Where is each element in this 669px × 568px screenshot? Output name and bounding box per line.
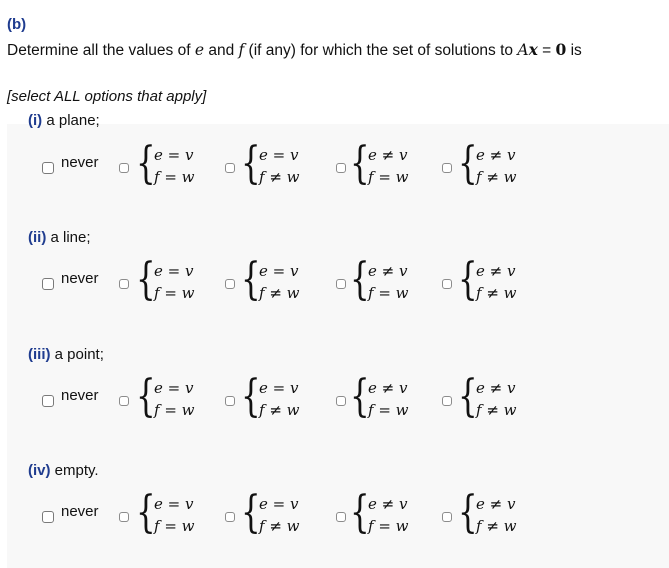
equation-row-2: f = w [368, 401, 409, 419]
equation-row-1: e ≠ v [368, 495, 408, 513]
question-middle: (if any) for which the set of solutions to [244, 42, 518, 59]
equation-row-2: f ≠ w [259, 517, 300, 535]
equation-row-1: e = v [154, 262, 194, 280]
subquestion-plane [28, 112, 100, 129]
plane-option3-checkbox[interactable] [336, 163, 346, 173]
line-option1-checkbox[interactable] [119, 279, 129, 289]
equation-row-2: f ≠ w [476, 284, 517, 302]
subquestion-text: a point; [50, 346, 104, 363]
matrix-a: A [517, 41, 529, 59]
equation-row-2: f = w [154, 284, 195, 302]
equation-row-1: e ≠ v [368, 146, 408, 164]
brace: { [458, 371, 478, 422]
line-option2-checkbox[interactable] [225, 279, 235, 289]
equation-row-1: e = v [259, 379, 299, 397]
empty-never-checkbox[interactable] [42, 511, 54, 523]
brace: { [136, 487, 156, 538]
brace: { [458, 138, 478, 189]
subquestion-point [28, 346, 104, 363]
empty-option4-checkbox[interactable] [442, 512, 452, 522]
brace: { [241, 138, 261, 189]
point-option4-checkbox[interactable] [442, 396, 452, 406]
empty-option1-checkbox[interactable] [119, 512, 129, 522]
equation-row-2: f ≠ w [259, 284, 300, 302]
zero-vector: 0 [555, 40, 567, 59]
point-never-label: never [61, 387, 99, 404]
brace: { [136, 254, 156, 305]
subquestion-text: a plane; [42, 112, 100, 129]
line-option3-checkbox[interactable] [336, 279, 346, 289]
point-option2-checkbox[interactable] [225, 396, 235, 406]
equation-row-2: f = w [368, 168, 409, 186]
plane-never-label: never [61, 154, 99, 171]
equation-row-1: e = v [259, 495, 299, 513]
equation-row-1: e ≠ v [476, 262, 516, 280]
brace: { [350, 487, 370, 538]
brace: { [136, 371, 156, 422]
subquestion-empty [28, 462, 99, 479]
equation-row-2: f = w [154, 401, 195, 419]
question-prefix: Determine all the values of [7, 42, 195, 59]
equation-row-2: f ≠ w [476, 168, 517, 186]
plane-option2-checkbox[interactable] [225, 163, 235, 173]
subquestion-number: (i) [28, 112, 43, 129]
equation-row-1: e = v [154, 146, 194, 164]
brace: { [458, 254, 478, 305]
instruction: [select ALL options that apply] [7, 88, 207, 105]
equation-row-1: e = v [154, 379, 194, 397]
vector-x: x [528, 40, 538, 59]
question-and: and [204, 42, 239, 59]
empty-option3-checkbox[interactable] [336, 512, 346, 522]
equation-row-2: f ≠ w [476, 401, 517, 419]
equation-row-1: e ≠ v [476, 495, 516, 513]
subquestion-line [28, 229, 91, 246]
plane-option4-checkbox[interactable] [442, 163, 452, 173]
equals-sign: = [537, 42, 556, 59]
subquestion-number: (ii) [28, 229, 47, 246]
line-never-checkbox[interactable] [42, 278, 54, 290]
brace: { [350, 254, 370, 305]
brace: { [350, 138, 370, 189]
brace: { [241, 371, 261, 422]
plane-option1-checkbox[interactable] [119, 163, 129, 173]
line-option4-checkbox[interactable] [442, 279, 452, 289]
question-suffix: is [566, 42, 582, 59]
brace: { [458, 487, 478, 538]
line-never-label: never [61, 270, 99, 287]
subquestion-text: empty. [50, 462, 99, 479]
equation-row-2: f = w [368, 284, 409, 302]
var-f: f [238, 41, 245, 59]
part-label: (b) [7, 16, 27, 33]
brace: { [241, 254, 261, 305]
options-panel [7, 124, 669, 568]
point-option3-checkbox[interactable] [336, 396, 346, 406]
subquestion-text: a line; [46, 229, 91, 246]
brace: { [136, 138, 156, 189]
equation-row-1: e = v [259, 262, 299, 280]
equation-row-2: f ≠ w [476, 517, 517, 535]
equation-row-1: e ≠ v [368, 379, 408, 397]
subquestion-number: (iv) [28, 462, 51, 479]
brace: { [350, 371, 370, 422]
equation-row-1: e = v [154, 495, 194, 513]
var-e: e [194, 41, 205, 59]
empty-option2-checkbox[interactable] [225, 512, 235, 522]
equation-row-1: e ≠ v [368, 262, 408, 280]
equation-row-1: e ≠ v [476, 146, 516, 164]
subquestion-number: (iii) [28, 346, 51, 363]
point-option1-checkbox[interactable] [119, 396, 129, 406]
empty-never-label: never [61, 503, 99, 520]
equation-row-2: f ≠ w [259, 401, 300, 419]
brace: { [241, 487, 261, 538]
equation-row-2: f = w [154, 517, 195, 535]
equation-row-2: f ≠ w [259, 168, 300, 186]
equation-row-1: e = v [259, 146, 299, 164]
equation-row-2: f = w [154, 168, 195, 186]
question-text [7, 40, 582, 60]
equation-row-1: e ≠ v [476, 379, 516, 397]
equation-row-2: f = w [368, 517, 409, 535]
plane-never-checkbox[interactable] [42, 162, 54, 174]
point-never-checkbox[interactable] [42, 395, 54, 407]
